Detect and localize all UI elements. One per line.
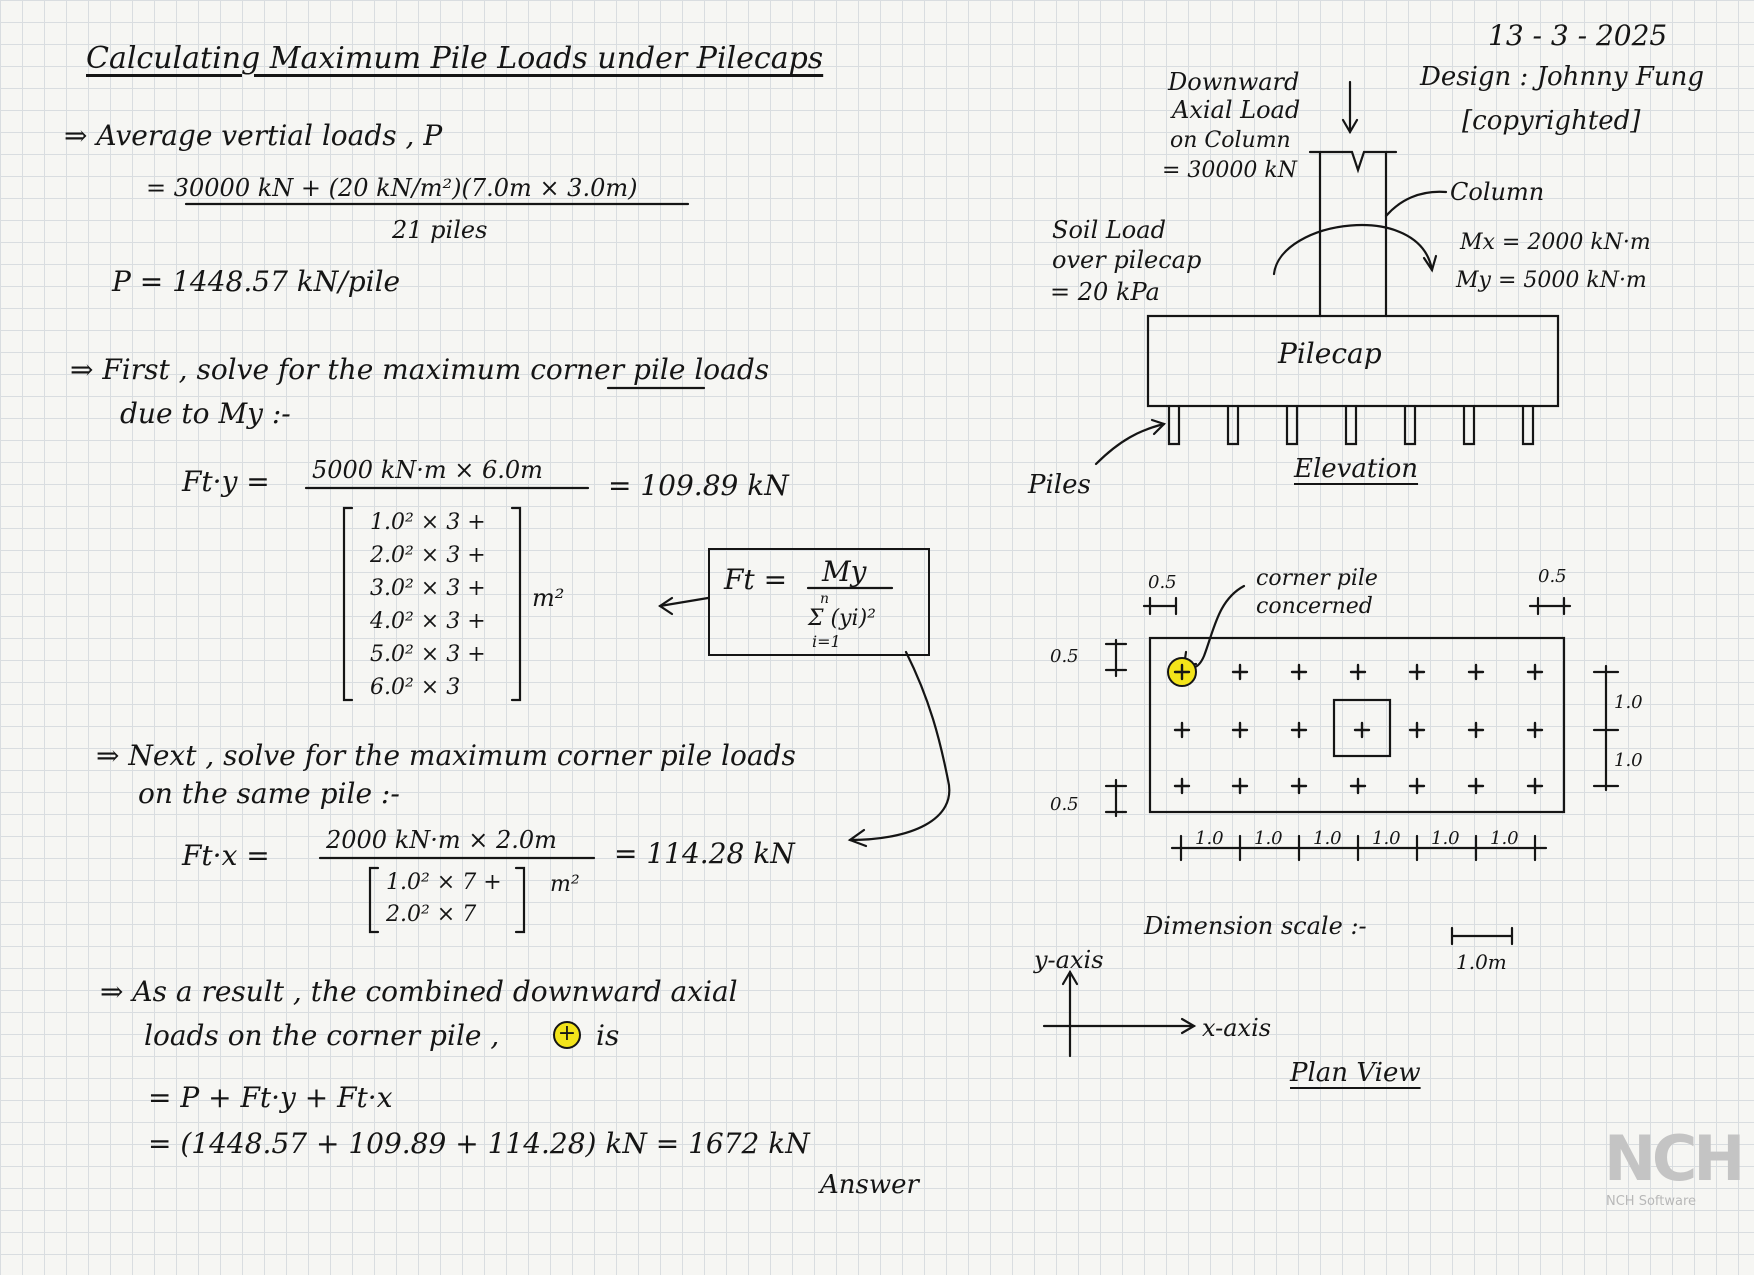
formula-denominator: Σ (yi)²: [808, 606, 876, 631]
corner-pile-label: concerned: [1256, 594, 1373, 619]
x-axis-label: x-axis: [1202, 1014, 1272, 1042]
elevation-piles: [1169, 406, 1533, 444]
step2-den-unit: m²: [532, 584, 565, 612]
plan-dim-ticks-right: [1594, 666, 1618, 790]
formula-arrow-curve: [850, 652, 949, 840]
plan-dim-bottom: 1.0: [1431, 828, 1460, 849]
plan-dim-right: 1.0: [1614, 692, 1643, 713]
downward-load-label: = 30000 kN: [1162, 158, 1297, 183]
plan-dim-right: 1.0: [1614, 750, 1643, 771]
step2-left-bracket: [344, 508, 352, 700]
plan-dim-bottom: 1.0: [1313, 828, 1342, 849]
formula-sum-lower: i=1: [812, 632, 841, 651]
scale-bar: [1452, 928, 1512, 944]
column-leader: [1386, 192, 1446, 216]
step1-result: P = 1448.57 kN/pile: [112, 265, 401, 298]
step3-left-bracket: [370, 868, 378, 932]
scale-label: Dimension scale :-: [1144, 912, 1367, 940]
plan-pile-marks: [1175, 665, 1542, 793]
plan-dim-bottom: 1.0: [1195, 828, 1224, 849]
watermark-text: NCH Software: [1606, 1194, 1697, 1209]
step2-lhs: Ft·y =: [182, 465, 270, 498]
step1-numerator: = 30000 kN + (20 kN/m²)(7.0m × 3.0m): [146, 174, 638, 202]
pilecap-rect: [1148, 316, 1558, 406]
step2-right-bracket: [512, 508, 520, 700]
corner-pile-label: corner pile: [1256, 566, 1378, 591]
formula-arrow-curve-head: [850, 830, 866, 846]
step2-den-row: 5.0² × 3 +: [370, 642, 486, 667]
step2-den-row: 2.0² × 3 +: [370, 543, 486, 568]
downward-load-label: on Column: [1170, 128, 1291, 153]
step3-lhs: Ft·x =: [182, 839, 270, 872]
copyright-note: [copyrighted]: [1462, 106, 1641, 136]
plan-dim-left-bottom: 0.5: [1050, 794, 1079, 815]
step3-right-bracket: [516, 868, 524, 932]
step2-result: = 109.89 kN: [608, 469, 789, 502]
piles-label: Piles: [1028, 470, 1091, 500]
formula-numerator: My: [822, 555, 867, 588]
corner-pile-marker-icon: +: [553, 1021, 581, 1049]
step3-heading-cont: on the same pile :-: [138, 777, 400, 810]
step4-line2: = (1448.57 + 109.89 + 114.28) kN = 1672 kN: [148, 1127, 810, 1160]
step4-line1: = P + Ft·y + Ft·x: [148, 1081, 393, 1114]
scale-value: 1.0m: [1456, 950, 1507, 974]
step3-numerator: 2000 kN·m × 2.0m: [326, 826, 557, 854]
designer: Design : Johnny Fung: [1420, 62, 1705, 92]
piles-leader: [1096, 424, 1164, 464]
soil-load-label: = 20 kPa: [1050, 278, 1160, 306]
corner-pile-leader: [1184, 586, 1244, 668]
soil-load-label: over pilecap: [1052, 246, 1202, 274]
my-label: My = 5000 kN·m: [1456, 268, 1647, 293]
step4-heading-end: is: [596, 1019, 620, 1052]
formula-lhs: Ft =: [724, 563, 788, 596]
step3-den-unit: m²: [550, 872, 580, 897]
plan-dim-ticks-left: [1106, 640, 1126, 816]
step3-den-row: 1.0² × 7 +: [386, 870, 502, 895]
step2-den-row: 1.0² × 3 +: [370, 510, 486, 535]
step1-heading: ⇒ Average vertial loads , P: [64, 119, 443, 152]
plan-dim-left-top: 0.5: [1050, 646, 1079, 667]
watermark-logo: NCH: [1604, 1122, 1742, 1195]
mx-label: Mx = 2000 kN·m: [1460, 230, 1651, 255]
plan-dim-top-right: 0.5: [1538, 566, 1567, 587]
step3-result: = 114.28 kN: [614, 837, 795, 870]
formula-sum-upper: n: [820, 591, 830, 607]
pilecap-label: Pilecap: [1278, 337, 1382, 370]
step2-den-row: 3.0² × 3 +: [370, 576, 486, 601]
answer-label: Answer: [820, 1170, 919, 1200]
plan-dim-ticks-bottom: [1172, 836, 1546, 860]
page-title: Calculating Maximum Pile Loads under Pilecaps: [86, 41, 824, 76]
step4-heading-cont: loads on the corner pile ,: [144, 1019, 500, 1052]
column-outline: [1310, 152, 1396, 316]
elevation-caption: Elevation: [1294, 454, 1419, 484]
plan-dim-bottom: 1.0: [1254, 828, 1283, 849]
step3-heading: ⇒ Next , solve for the maximum corner pile loads: [96, 739, 796, 772]
downward-load-label: Downward: [1168, 68, 1300, 96]
step2-heading: ⇒ First , solve for the maximum corner pile loads: [70, 353, 770, 386]
column-label: Column: [1450, 178, 1545, 206]
y-axis-label: y-axis: [1034, 946, 1104, 974]
plan-dim-bottom: 1.0: [1490, 828, 1519, 849]
step3-den-row: 2.0² × 7: [386, 902, 477, 927]
plan-dim-ticks-top: [1144, 598, 1570, 614]
plan-caption: Plan View: [1290, 1058, 1421, 1088]
step2-numerator: 5000 kN·m × 6.0m: [312, 456, 543, 484]
step2-den-row: 4.0² × 3 +: [370, 609, 486, 634]
plan-dim-bottom: 1.0: [1372, 828, 1401, 849]
soil-load-label: Soil Load: [1052, 216, 1166, 244]
step2-heading-cont: due to My :-: [120, 397, 291, 430]
downward-load-label: Axial Load: [1172, 96, 1301, 124]
moment-arc: [1274, 225, 1432, 274]
date: 13 - 3 - 2025: [1488, 19, 1668, 52]
step1-denominator: 21 piles: [392, 216, 488, 244]
plan-dim-top-left: 0.5: [1148, 572, 1177, 593]
step2-den-row: 6.0² × 3: [370, 675, 461, 700]
step4-heading: ⇒ As a result , the combined downward axial: [100, 975, 738, 1008]
